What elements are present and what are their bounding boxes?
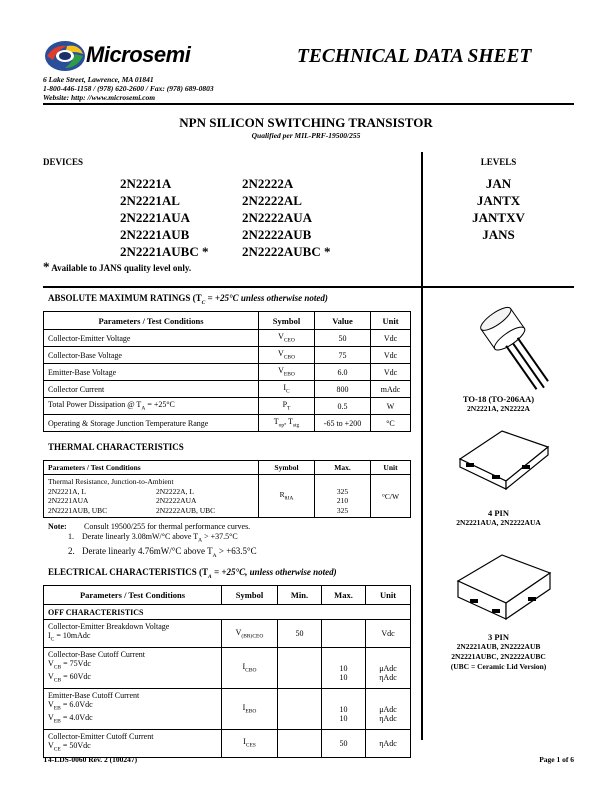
footer-page-number: Page 1 of 6 xyxy=(539,755,574,764)
col-header: Min. xyxy=(278,586,322,605)
devices-divider xyxy=(43,286,574,288)
param-cell: Collector-Base Voltage xyxy=(44,347,259,364)
unit-cell: W xyxy=(371,398,411,415)
table-row xyxy=(44,688,411,729)
symbol-cell: $I_{CES}$ xyxy=(222,729,278,757)
levels-label: LEVELS xyxy=(480,157,517,167)
unit-cell: Vdc xyxy=(371,330,411,347)
thermal-title: THERMAL CHARACTERISTICS xyxy=(48,442,184,452)
unit-cell: μAdc ηAdc xyxy=(366,647,411,688)
package-caption-3pin: 3 PIN 2N2221AUB, 2N2222AUB 2N2221AUBC, 2N2222AUBC (UBC = Ceramic Lid Version) xyxy=(450,632,547,671)
param-cell: Collector-Base Cutoff Current $V_{CB} = 75Vdc$ $V_{CB} = 60Vdc$ xyxy=(44,647,222,688)
website-line: Website: http: //www.microsemi.com xyxy=(43,93,156,102)
value-cell: 800 xyxy=(315,381,371,398)
section-label: OFF CHARACTERISTICS xyxy=(44,605,411,620)
table-row xyxy=(44,381,411,398)
company-wordmark: Microsemi xyxy=(86,42,191,67)
elec-title: ELECTRICAL CHARACTERISTICS ($T_A = +25^\circ C$, unless otherwise noted) xyxy=(48,567,337,580)
col-header: Unit xyxy=(371,461,411,475)
unit-cell: °C/W xyxy=(371,475,411,518)
param-cell: Collector-Emitter Voltage xyxy=(44,330,259,347)
4pin-package-icon xyxy=(452,425,556,493)
footer-doc-id: T4-LDS-0060 Rev. 2 (100247) xyxy=(43,755,138,764)
value-cell: -65 to +200 xyxy=(315,415,371,432)
symbol-cell: $V_{CBO}$ xyxy=(259,347,315,364)
header-rule xyxy=(43,103,574,105)
section-row xyxy=(44,605,411,620)
unit-cell: Vdc xyxy=(366,620,411,648)
package-caption-to18: TO-18 (TO-206AA) 2N2221A, 2N2222A xyxy=(462,394,535,413)
elec-table xyxy=(43,585,411,758)
device-item: 2N2221AL xyxy=(120,193,180,208)
value-cell: 75 xyxy=(315,347,371,364)
level-item: JANS xyxy=(482,227,515,242)
table-row xyxy=(44,475,411,518)
devices-column-2 xyxy=(242,175,330,260)
3pin-package-icon xyxy=(452,547,556,627)
col-header: Unit xyxy=(371,312,411,330)
table-row xyxy=(44,415,411,432)
param-cell: Emitter-Base Voltage xyxy=(44,364,259,381)
max-cell xyxy=(322,620,366,648)
min-cell: 50 xyxy=(278,620,322,648)
page-subtitle: Qualified per MIL-PRF-19500/255 xyxy=(251,131,361,140)
device-item: 2N2221AUBC * xyxy=(120,244,209,259)
col-header: Symbol xyxy=(222,586,278,605)
param-cell: Total Power Dissipation @ $T_A = +25^\circ C$ xyxy=(44,398,259,415)
symbol-cell: $T_{op}$, $T_{stg}$ xyxy=(259,415,315,432)
symbol-cell: $V_{CEO}$ xyxy=(259,330,315,347)
param-cell: Collector-Emitter Breakdown Voltage $I_C$ = 10mAdc xyxy=(44,620,222,648)
col-header: Symbol xyxy=(259,461,315,475)
unit-cell: Vdc xyxy=(371,364,411,381)
to18-package-icon xyxy=(455,302,555,392)
device-item: 2N2222AUBC * xyxy=(242,244,331,259)
table-row xyxy=(44,620,411,648)
device-item: 2N2222AUA xyxy=(242,210,313,225)
value-cell: 6.0 xyxy=(315,364,371,381)
unit-cell: ηAdc xyxy=(366,729,411,757)
amr-table xyxy=(43,311,411,432)
max-cell: 50 xyxy=(322,729,366,757)
devices-label: DEVICES xyxy=(43,157,84,167)
symbol-cell: $P_T$ xyxy=(259,398,315,415)
level-item: JANTXV xyxy=(472,210,525,225)
value-cell: 0.5 xyxy=(315,398,371,415)
unit-cell: Vdc xyxy=(371,347,411,364)
symbol-cell: $V_{(BR)CEO}$ xyxy=(222,620,278,648)
col-header: Parameters / Test Conditions xyxy=(44,586,222,605)
device-item: 2N2221AUA xyxy=(120,210,191,225)
min-cell xyxy=(278,729,322,757)
param-cell: Thermal Resistance, Junction-to-Ambient 2N2221A, L 2N2222A, L 2N2221AUA 2N2222AUA 2N2221AUB, UBC 2N2222AUB, UBC xyxy=(44,475,259,518)
symbol-cell: $I_{EBO}$ xyxy=(222,688,278,729)
col-header: Max. xyxy=(315,461,371,475)
thermal-table xyxy=(43,460,411,518)
param-cell: Emitter-Base Cutoff Current $V_{EB} = 6.0Vdc$ $V_{EB} = 4.0Vdc$ xyxy=(44,688,222,729)
microsemi-logo-icon xyxy=(43,38,87,74)
device-item: 2N2221A xyxy=(120,176,172,191)
value-cell: 50 xyxy=(315,330,371,347)
package-caption-4pin: 4 PIN 2N2221AUA, 2N2222AUA xyxy=(456,508,541,527)
max-cell: 10 10 xyxy=(322,688,366,729)
device-item: 2N2222AL xyxy=(242,193,302,208)
device-item: 2N2221AUB xyxy=(120,227,190,242)
unit-cell: °C xyxy=(371,415,411,432)
param-cell: Collector Current xyxy=(44,381,259,398)
max-cell: 10 10 xyxy=(322,647,366,688)
amr-title: ABSOLUTE MAXIMUM RATINGS ($T_C = +25^\circ C$ unless otherwise noted) xyxy=(48,293,328,306)
phone-line: 1-800-446-1158 / (978) 620-2600 / Fax: (978) 689-0803 xyxy=(43,84,214,93)
col-header: Value xyxy=(315,312,371,330)
level-item: JANTX xyxy=(476,193,521,208)
max-cell: 325 210 325 xyxy=(315,475,371,518)
col-header: Max. xyxy=(322,586,366,605)
unit-cell: mAdc xyxy=(371,381,411,398)
min-cell xyxy=(278,647,322,688)
jans-note: * Available to JANS quality level only. xyxy=(43,259,192,274)
symbol-cell: $R_{\theta JA}$ xyxy=(259,475,315,518)
device-item: 2N2222AUB xyxy=(242,227,312,242)
table-row xyxy=(44,330,411,347)
col-header: Parameters / Test Conditions xyxy=(44,461,259,475)
symbol-cell: $I_{CBO}$ xyxy=(222,647,278,688)
param-cell: Operating & Storage Junction Temperature Range xyxy=(44,415,259,432)
unit-cell: μAdc ηAdc xyxy=(366,688,411,729)
notes-block: Note: Consult 19500/255 for thermal performance curves. 1. Derate linearly 3.08mW/°C above $T_A > +37.5^\circ C$ 2. Derate linearly 4.76mW/°C above $T_A > +63.5^\circ C$ xyxy=(48,522,257,559)
devices-column-1 xyxy=(120,175,208,260)
col-header: Symbol xyxy=(259,312,315,330)
symbol-cell: $V_{EBO}$ xyxy=(259,364,315,381)
symbol-cell: $I_C$ xyxy=(259,381,315,398)
table-row xyxy=(44,347,411,364)
param-cell: Collector-Emitter Cutoff Current $V_{CE} = 50Vdc$ xyxy=(44,729,222,757)
level-item: JAN xyxy=(485,176,512,191)
col-header: Parameters / Test Conditions xyxy=(44,312,259,330)
table-row xyxy=(44,729,411,757)
table-row xyxy=(44,398,411,415)
document-title: TECHNICAL DATA SHEET xyxy=(297,46,532,67)
levels-list xyxy=(423,175,574,243)
device-item: 2N2222A xyxy=(242,176,294,191)
table-row xyxy=(44,647,411,688)
col-header: Unit xyxy=(366,586,411,605)
address-line: 6 Lake Street, Lawrence, MA 01841 xyxy=(43,75,154,84)
page-title: NPN SILICON SWITCHING TRANSISTOR xyxy=(179,115,433,130)
min-cell xyxy=(278,688,322,729)
table-row xyxy=(44,364,411,381)
